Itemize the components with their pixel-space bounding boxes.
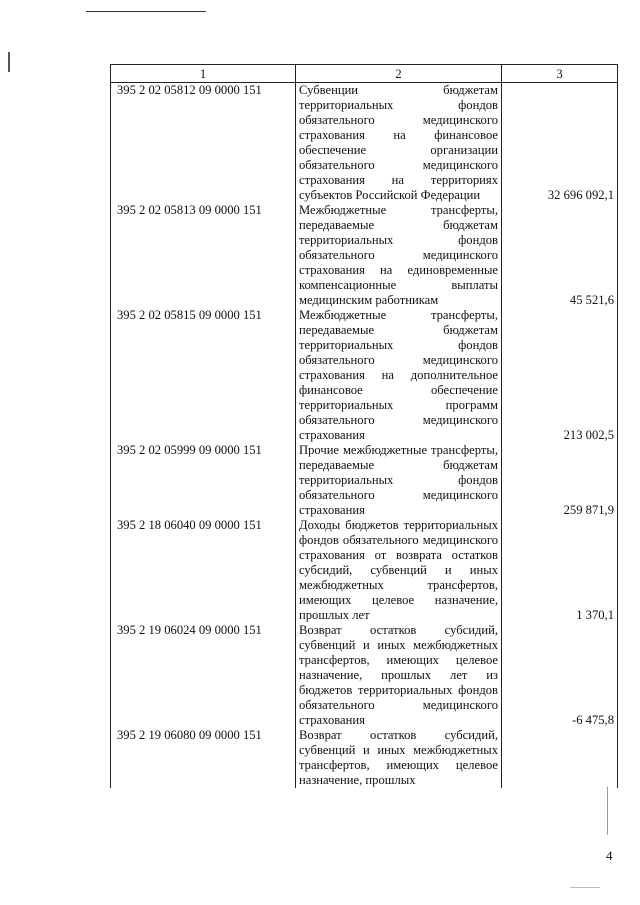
budget-code: 395 2 19 06080 09 0000 151 <box>111 728 296 788</box>
table-row <box>111 623 618 728</box>
scan-artifact-line <box>570 887 600 888</box>
budget-code: 395 2 02 05812 09 0000 151 <box>111 83 296 204</box>
revenue-description: Субвенции бюджетам территориальных фондов обязательного медицинского страхования на финансовое обеспечение организации обязательного медицинского страхования на территориях субъектов Российской Федерации <box>296 83 502 204</box>
revenue-description: Возврат остатков субсидий, субвенций и иных межбюджетных трансфертов, имеющих целевое назначение, прошлых лет из бюджетов территориальных фондов обязательного медицинского страхования <box>296 623 502 728</box>
revenue-description: Межбюджетные трансферты, передаваемые бюджетам территориальных фондов обязательного медицинского страхования на дополнительное финансовое обеспечение территориальных программ обязательного медицинского страхования <box>296 308 502 443</box>
revenue-description: Возврат остатков субсидий, субвенций и иных межбюджетных трансфертов, имеющих целевое назначение, прошлых <box>296 728 502 788</box>
table-row <box>111 728 618 788</box>
amount: 32 696 092,1 <box>502 83 618 204</box>
scan-mark <box>8 52 10 72</box>
budget-code: 395 2 19 06024 09 0000 151 <box>111 623 296 728</box>
amount: 45 521,6 <box>502 203 618 308</box>
budget-code: 395 2 18 06040 09 0000 151 <box>111 518 296 623</box>
scan-artifact-line <box>607 787 608 835</box>
table-row <box>111 83 618 204</box>
revenue-description: Прочие межбюджетные трансферты, передаваемые бюджетам территориальных фондов обязательного медицинского страхования <box>296 443 502 518</box>
top-rule <box>86 11 206 12</box>
amount: 1 370,1 <box>502 518 618 623</box>
amount: 213 002,5 <box>502 308 618 443</box>
column-number-2: 2 <box>296 65 502 83</box>
table-row <box>111 203 618 308</box>
revenue-description: Доходы бюджетов территориальных фондов обязательного медицинского страхования от возврата остатков субсидий, субвенций и иных межбюджетных трансфертов, имеющих целевое назначение, прошлых лет <box>296 518 502 623</box>
table-row <box>111 308 618 443</box>
budget-code: 395 2 02 05815 09 0000 151 <box>111 308 296 443</box>
budget-code: 395 2 02 05813 09 0000 151 <box>111 203 296 308</box>
page-number: 4 <box>606 848 613 863</box>
amount: -6 475,8 <box>502 623 618 728</box>
column-number-row <box>111 65 618 83</box>
column-number-1: 1 <box>111 65 296 83</box>
budget-table <box>110 64 618 788</box>
table-row <box>111 518 618 623</box>
table-row <box>111 443 618 518</box>
column-number-3: 3 <box>502 65 618 83</box>
revenue-description: Межбюджетные трансферты, передаваемые бюджетам территориальных фондов обязательного медицинского страхования на единовременные компенсационные выплаты медицинским работникам <box>296 203 502 308</box>
amount: 259 871,9 <box>502 443 618 518</box>
amount <box>502 728 618 788</box>
budget-code: 395 2 02 05999 09 0000 151 <box>111 443 296 518</box>
